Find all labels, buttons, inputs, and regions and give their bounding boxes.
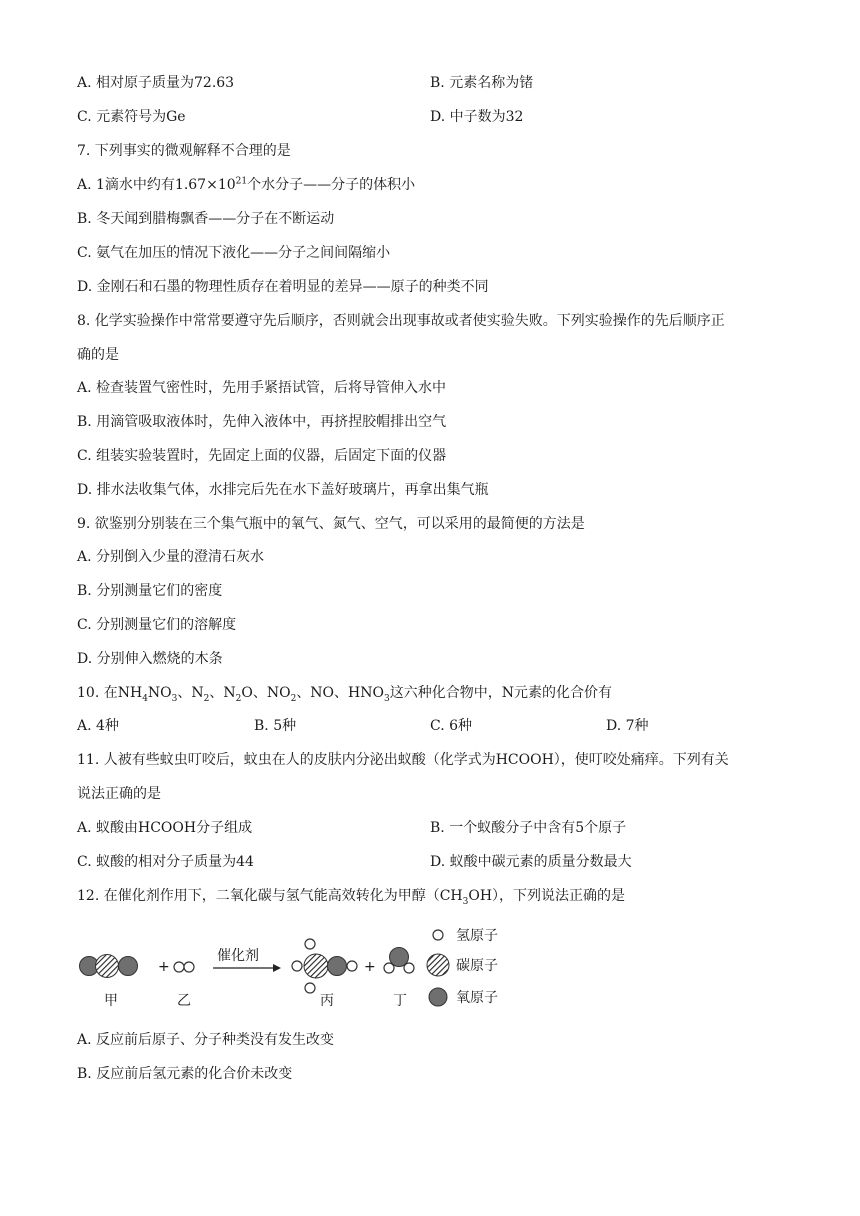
q10-stem-text: 、N [209,685,236,701]
hydrogen-atom [292,961,302,971]
q10-sub: 2 [203,693,210,704]
legend-carbon-label: 碳原子 [456,958,498,974]
q6-option-d: D. 中子数为32 [430,109,524,125]
q7-a-text: A. 1滴水中约有1.67×10 [77,177,236,193]
q12-stem-text-post: OH），下列说法正确的是 [468,888,626,904]
q7-option-a [77,175,415,195]
label-yi: 乙 [177,993,191,1009]
q10-stem [77,683,612,703]
q10-stem-text: NO [147,685,172,701]
q12-option-a: A. 反应前后原子、分子种类没有发生改变 [77,1032,335,1048]
q8-option-d: D. 排水法收集气体，水排完后先在水下盖好玻璃片，再拿出集气瓶 [77,482,489,498]
label-bing: 丙 [320,993,334,1009]
hydrogen-atom [347,961,357,971]
plus-sign: + [364,959,376,975]
q7-stem: 7. 下列事实的微观解释不合理的是 [77,143,291,159]
q10-sub: 2 [235,693,242,704]
legend-carbon-icon [427,954,449,976]
q6-option-b: B. 元素名称为锗 [430,75,534,91]
q10-option-d: D. 7种 [606,718,649,734]
q7-option-b: B. 冬天闻到腊梅飘香——分子在不断运动 [77,211,335,227]
carbon-atom [96,955,119,978]
q8-stem-line2: 确的是 [77,347,119,363]
q10-stem-text: 、N [177,685,204,701]
q11-option-d: D. 蚁酸中碳元素的质量分数最大 [430,854,632,870]
carbon-atom [304,954,328,978]
molecule-yi [174,962,194,972]
q11-stem-line2: 说法正确的是 [77,786,161,802]
hydrogen-atom [305,983,315,993]
q6-option-a: A. 相对原子质量为72.63 [77,75,235,91]
legend-oxygen-label: 氧原子 [456,990,498,1006]
oxygen-atom [328,957,347,976]
q12-option-b: B. 反应前后氢元素的化合价未改变 [77,1066,293,1082]
plus-sign: + [158,959,170,975]
molecule-jia [80,955,138,978]
q10-sub: 2 [290,693,297,704]
q9-option-a: A. 分别倒入少量的澄清石灰水 [77,549,265,565]
q10-stem-text: 10. 在NH [77,685,143,701]
q11-stem-line1: 11. 人被有些蚊虫叮咬后，蚊虫在人的皮肤内分泌出蚁酸（化学式为HCOOH），使叮咬处痛痒。下列有关 [77,752,729,768]
q8-stem-line1: 8. 化学实验操作中常常要遵守先后顺序，否则就会出现事故或者使实验失败。下列实验操作的先后顺序正 [77,313,725,329]
q11-option-a: A. 蚁酸由HCOOH分子组成 [77,820,253,836]
q12-stem-text: 12. 在催化剂作用下，二氧化碳与氢气能高效转化为甲醇（CH [77,888,463,904]
hydrogen-atom [305,939,315,949]
molecule-ding [384,948,414,974]
label-ding: 丁 [393,993,407,1009]
legend-hydrogen-label: 氢原子 [456,928,498,944]
q7-option-c: C. 氨气在加压的情况下液化——分子之间间隔缩小 [77,245,391,261]
q10-sub: 3 [171,693,178,704]
q10-option-b: B. 5种 [254,718,297,734]
q11-option-b: B. 一个蚁酸分子中含有5个原子 [430,820,627,836]
q10-stem-text: 、NO、HNO [296,685,384,701]
q9-option-d: D. 分别伸入燃烧的木条 [77,651,223,667]
legend-oxygen-icon [429,988,447,1006]
q8-option-c: C. 组装实验装置时，先固定上面的仪器，后固定下面的仪器 [77,448,447,464]
q9-stem: 9. 欲鉴别分别装在三个集气瓶中的氧气、氮气、空气，可以采用的最简便的方法是 [77,516,585,532]
q7-option-d: D. 金刚石和石墨的物理性质存在着明显的差异——原子的种类不同 [77,279,489,295]
legend-hydrogen-icon [433,930,443,940]
q12-sub: 3 [462,896,469,907]
q10-stem-text: 这六种化合物中，N元素的化合价有 [389,685,612,701]
reaction-diagram [76,922,516,1014]
q10-stem-text: O、NO [241,685,291,701]
hydrogen-atom [184,962,194,972]
catalyst-label: 催化剂 [217,948,259,964]
q7-a-sup: 21 [235,176,248,187]
q7-a-text-post: 个水分子——分子的体积小 [247,177,416,193]
hydrogen-atom [174,962,184,972]
oxygen-atom [119,957,138,976]
q10-sub: 4 [142,693,148,704]
reaction-arrow [213,964,281,972]
legend [427,928,498,1006]
q10-option-a: A. 4种 [77,718,119,734]
q6-option-c: C. 元素符号为Ge [77,109,186,125]
q12-stem [77,886,625,906]
oxygen-atom [390,948,409,967]
q9-option-c: C. 分别测量它们的溶解度 [77,617,237,633]
molecule-bing [292,939,357,993]
q10-option-c: C. 6种 [430,718,473,734]
label-jia: 甲 [104,993,118,1009]
q8-option-a: A. 检查装置气密性时，先用手紧捂试管，后将导管伸入水中 [77,380,447,396]
q8-option-b: B. 用滴管吸取液体时，先伸入液体中，再挤捏胶帽排出空气 [77,414,447,430]
q10-sub: 3 [383,693,390,704]
q11-option-c: C. 蚁酸的相对分子质量为44 [77,854,254,870]
q9-option-b: B. 分别测量它们的密度 [77,583,223,599]
